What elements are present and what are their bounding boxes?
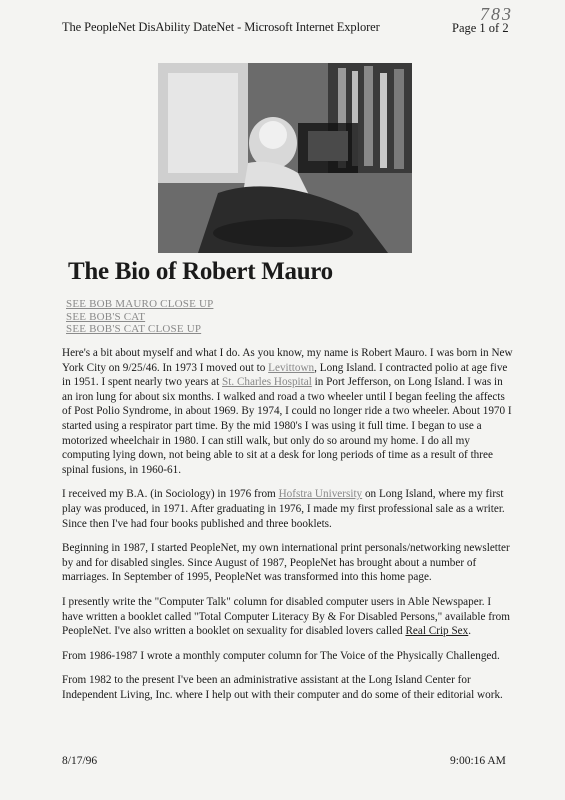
page-title: The Bio of Robert Mauro [68, 258, 333, 285]
link-hofstra-university[interactable]: Hofstra University [278, 488, 363, 501]
link-bobs-cat-close-up[interactable]: SEE BOB'S CAT CLOSE UP [66, 323, 202, 335]
bio-text [62, 346, 514, 712]
paragraph-6: From 1982 to the present I've been an administrative assistant at the Long Island Center for Independent Living, Inc. where I help out with their computer and do some of their editorial work. [62, 674, 503, 701]
photo-of-man-in-wheelchair-icon [158, 63, 412, 253]
handwritten-note: 783 [480, 4, 513, 24]
paragraph-2: I received my B.A. (in Sociology) in 1976 from Hofstra University on Long Island, where my first play was produced, in 1971. After graduating in 1976, I made my first professional sale as a writer. Since then I've had four books published and three booklets. [62, 488, 505, 530]
print-date: 8/17/96 [62, 755, 98, 767]
link-levittown[interactable]: Levittown [268, 361, 315, 374]
link-bob-close-up[interactable]: SEE BOB MAURO CLOSE UP [66, 298, 214, 310]
paragraph-4: I presently write the "Computer Talk" column for disabled computer users in Able Newspaper. I have written a booklet called "Total Computer Literacy By & For Disabled Persons," available from PeopleNet. I've also written a booklet on sexuality for disabled lovers called Real Crip Sex. [62, 595, 510, 638]
paragraph-1: Here's a bit about myself and what I do. As you know, my name is Robert Mauro. I was born in New York City on 9/25/46. In 1973 I moved out to Levittown, Long Island. I contracted polio at age five in 1951. I spent nearly two years at St. Charles Hospital in Port Jefferson, on Long Island. I was in an iron lung for about six months. I walked and road a two wheeler until I began feeling the affects of Post Polio Syndrome, in about 1969. By 1974, I could no longer ride a two wheeler. About 1970 I started using a respirator part time. By the mid 1980's I was using it full time. I began to use a motorized wheelchair in 1980. I can still walk, but only do so around my home. I do all my computing lying down, not being able to sit at a desk for long periods of time as a result of three spinal fusions, in 1960-61. [62, 347, 513, 476]
link-real-crip-sex[interactable]: Real Crip Sex [405, 625, 469, 638]
link-bobs-cat[interactable]: SEE BOB'S CAT [66, 310, 146, 323]
link-st-charles-hospital[interactable]: St. Charles Hospital [222, 376, 312, 389]
paragraph-5: From 1986-1987 I wrote a monthly computer column for The Voice of the Physically Challenged. [62, 649, 500, 662]
photo-links [66, 298, 213, 336]
print-time: 9:00:16 AM [450, 755, 506, 767]
paragraph-3: Beginning in 1987, I started PeopleNet, my own international print personals/networking newsletter by and for disabled singles. Since August of 1987, PeopleNet has brought about a number of marriages. In September of 1995, PeopleNet was transformed into this home page. [62, 542, 510, 584]
window-title: The PeopleNet DisAbility DateNet - Microsoft Internet Explorer [62, 20, 380, 34]
page-indicator: Page 1 of 2 [452, 21, 509, 35]
